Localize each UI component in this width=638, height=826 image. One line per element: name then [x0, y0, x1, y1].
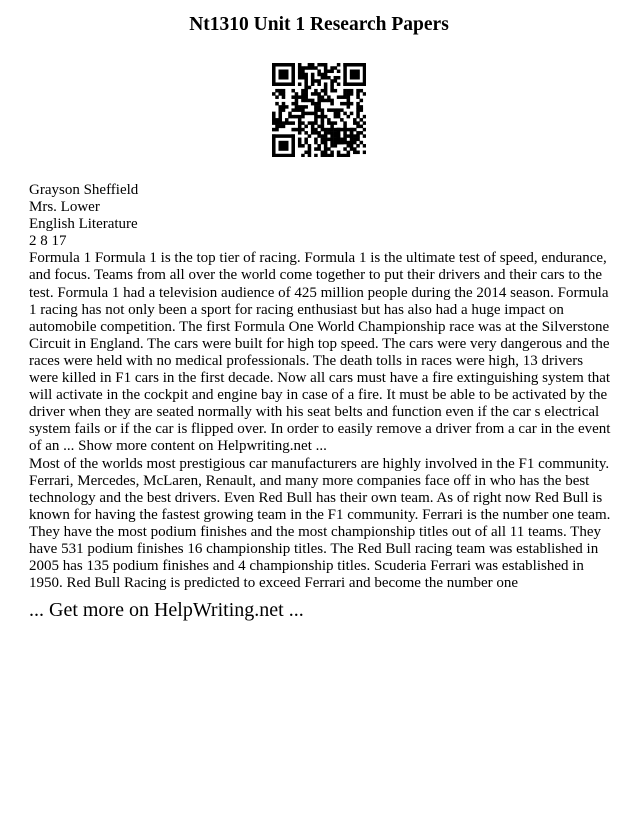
- qr-code-icon[interactable]: [272, 63, 366, 157]
- paragraph-1: Formula 1 Formula 1 is the top tier of racing. Formula 1 is the ultimate test of speed, endurance, and focus. Teams from all over the world come together to put their drivers and their cars to the test. Formula 1 had a television audience of 425 million people during the 2014 season. Formula 1 racing has not only been a sport for racing enthusiast but has also had a huge impact on automobile competition. The first Formula One World Championship race was at the Silverstone Circuit in England. The cars were built for high top speed. The cars were very dangerous and the races were held with no medical professionals. The death tolls in races were high, 13 drivers were killed in F1 cars in the first decade. Now all cars must have a fire extinguishing system that will activate in the cockpit and engine bay in case of a fire. It must be able to be activated by the driver when they are seated normally with his seat belts and function even if the car s electrical system fails or if the car is flipped over. In order to easily remove a driver from a car in the event of an ... Show more content on Helpwriting.net ...: [29, 250, 611, 455]
- get-more-link[interactable]: ... Get more on HelpWriting.net ...: [29, 599, 304, 621]
- essay-body: [29, 250, 611, 592]
- page-title: Nt1310 Unit 1 Research Papers: [189, 14, 449, 35]
- instructor-name: Mrs. Lower: [29, 199, 100, 216]
- author-name: Grayson Sheffield: [29, 182, 139, 198]
- header-info: [29, 182, 138, 250]
- paragraph-2: Most of the worlds most prestigious car manufacturers are highly involved in the F1 community. Ferrari, Mercedes, McLaren, Renault, and many more companies face off in who has the best technology and the best drivers. Even Red Bull has their own team. As of right now Red Bull is known for having the fastest growing team in the F1 community. Ferrari is the number one team. They have the most podium finishes and the most championship titles out of all 11 teams. They have 531 podium finishes 16 championship titles. The Red Bull racing team was established in 2005 has 135 podium finishes and 4 championship titles. Scuderia Ferrari was established in 1950. Red Bull Racing is predicted to exceed Ferrari and become the number one: [29, 455, 611, 592]
- essay-date: 2 8 17: [29, 233, 67, 250]
- course-name: English Literature: [29, 216, 138, 233]
- qr-code-graphic: [272, 63, 366, 157]
